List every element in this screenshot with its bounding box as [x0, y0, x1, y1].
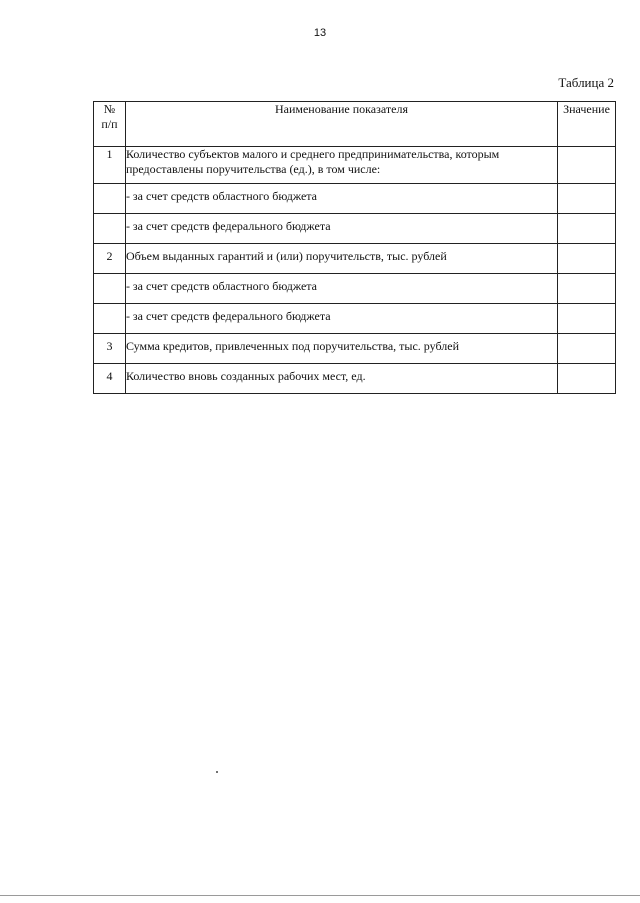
page-number: 13 [313, 27, 327, 39]
row-value [558, 244, 616, 274]
table-caption: Таблица 2 [558, 75, 614, 90]
header-value: Значение [558, 102, 616, 147]
table-row [94, 214, 616, 244]
row-name: - за счет средств федерального бюджета [125, 304, 557, 334]
row-name: Объем выданных гарантий и (или) поручительств, тыс. рублей [125, 244, 557, 274]
table-row [94, 334, 616, 364]
table-header-row [94, 102, 616, 147]
row-name: Сумма кредитов, привлеченных под поручительства, тыс. рублей [125, 334, 557, 364]
row-value [558, 334, 616, 364]
row-name: - за счет средств областного бюджета [125, 274, 557, 304]
row-num [94, 274, 126, 304]
row-value [558, 147, 616, 184]
row-value [558, 184, 616, 214]
row-name: Количество вновь созданных рабочих мест, ед. [125, 364, 557, 394]
row-value [558, 364, 616, 394]
table-row [94, 304, 616, 334]
header-num: № п/п [94, 102, 126, 147]
row-name: - за счет средств федерального бюджета [125, 214, 557, 244]
row-num: 3 [94, 334, 126, 364]
row-num [94, 304, 126, 334]
table-row [94, 244, 616, 274]
row-value [558, 214, 616, 244]
page-bottom-edge [0, 895, 640, 896]
indicators-table [93, 101, 616, 394]
table-row [94, 184, 616, 214]
row-name: - за счет средств областного бюджета [125, 184, 557, 214]
scan-speck [216, 771, 218, 773]
row-value [558, 274, 616, 304]
row-num: 4 [94, 364, 126, 394]
row-name: Количество субъектов малого и среднего предпринимательства, которым предоставлены поручительства (ед.), в том числе: [125, 147, 557, 184]
table-row [94, 364, 616, 394]
header-name: Наименование показателя [125, 102, 557, 147]
row-value [558, 304, 616, 334]
row-num [94, 214, 126, 244]
row-num: 1 [94, 147, 126, 184]
table-row [94, 147, 616, 184]
row-num: 2 [94, 244, 126, 274]
row-num [94, 184, 126, 214]
table-row [94, 274, 616, 304]
